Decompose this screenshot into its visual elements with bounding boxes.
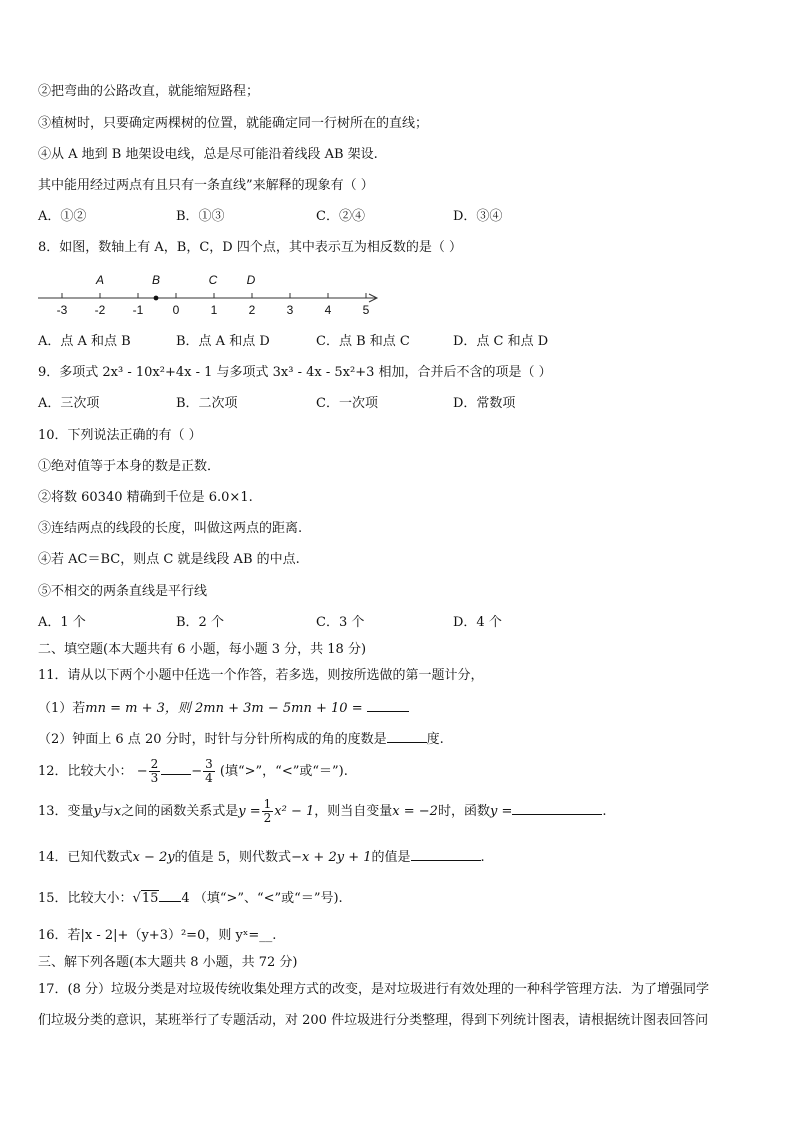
q10-option-a: A．1 个: [38, 615, 86, 630]
q8-option-d: D．点 C 和点 D: [453, 334, 549, 349]
q15-suffix: （填“>”、“<”或“＝”号).: [193, 891, 343, 906]
q11-part-1: [38, 698, 409, 717]
number-line-tick-label: 4: [324, 303, 332, 317]
q11-part-2-blank: [387, 729, 427, 743]
q14-mid: 的值是 5，则代数式: [174, 850, 292, 865]
point-label-b: B: [151, 273, 161, 287]
q12-minus-1: −: [136, 764, 148, 779]
q15-radicand: 15: [141, 891, 159, 906]
q8-option-a: A．点 A 和点 B: [38, 334, 131, 349]
q11-stem: 11．请从以下两个小题中任选一个作答，若多选，则按所选做的第一题计分，: [38, 668, 484, 683]
q13-frac-num: 1: [263, 797, 272, 811]
q11-part-1-blank: [367, 698, 409, 712]
q12-fraction-2: [203, 758, 215, 785]
q10-item-1: ①绝对值等于本身的数是正数．: [38, 459, 221, 474]
q14-blank: [411, 847, 481, 861]
q12: [38, 758, 348, 786]
q10-option-c: C．3 个: [316, 615, 365, 630]
q17-line-1: 17．(8 分）垃圾分类是对垃圾传统收集处理方式的改变，是对垃圾进行有效处理的一种科学管理方法．为了增强同学: [38, 982, 710, 997]
q10-item-4: ④若 AC＝BC，则点 C 就是线段 AB 的中点.: [38, 552, 300, 567]
q8-option-b: B．点 A 和点 D: [176, 334, 270, 349]
q11-part-1-math: mn = m + 3，则 2mn + 3m − 5mn + 10 =: [85, 701, 363, 716]
q12-minus-2: −: [191, 764, 203, 779]
section-3-heading: 三、解下列各题(本大题共 8 小题，共 72 分): [38, 955, 298, 970]
q7-option-a: A．①②: [38, 209, 87, 224]
q15-sqrt: √15: [132, 891, 159, 906]
q13-var-y: y: [93, 804, 101, 819]
number-line-tick-label: 2: [248, 303, 256, 317]
q13-prefix: 13．变量: [38, 804, 94, 819]
q7-stem: 其中能用经过两点有且只有一条直线”来解释的现象有（ ）: [38, 178, 374, 193]
q12-suffix: (填“>”，“<”或“＝”).: [219, 764, 348, 779]
point-b-dot: [154, 296, 159, 301]
q9-option-d: D．常数项: [453, 396, 516, 411]
q13-condition: x = −2: [392, 804, 438, 819]
q12-frac1-num: 2: [150, 757, 159, 771]
q12-frac2-den: 4: [205, 771, 213, 785]
q7-item-4: ④从 A 地到 B 地架设电线，总是尽可能沿着线段 AB 架设.: [38, 147, 378, 162]
q9-stem: 9．多项式 2x³ - 10x²+4x - 1 与多项式 3x³ - 4x - 5x²+3 相加，合并后不含的项是（ ）: [38, 365, 552, 380]
q7-option-b: B．①③: [176, 209, 225, 224]
q13-eq-rest: x² − 1: [274, 804, 315, 819]
q10-item-2: ②将数 60340 精确到千位是 6.0×1.: [38, 490, 253, 505]
q14: [38, 847, 485, 866]
q8-stem: 8．如图，数轴上有 A，B，C，D 四个点，其中表示互为相反数的是（ ）: [38, 240, 462, 255]
number-line-tick-label: 3: [286, 303, 294, 317]
q12-frac1-den: 3: [150, 771, 159, 785]
q13-fraction: [262, 798, 274, 825]
q15-blank: [159, 888, 181, 902]
q17-line-2: 们垃圾分类的意识，某班举行了专题活动，对 200 件垃圾进行分类整理，得到下列统计图表，请根据统计图表回答问: [38, 1013, 709, 1028]
number-line-tick-label: 0: [172, 303, 180, 317]
q15: [38, 888, 343, 907]
q12-frac2-num: 3: [205, 757, 213, 771]
number-line-figure: [36, 268, 386, 320]
q13-text3: ，则当自变量: [314, 804, 393, 819]
q16: 16．若|x - 2|+（y+3）²=0，则 yˣ=__.: [38, 928, 277, 943]
q12-prefix: 12．比较大小：: [38, 764, 133, 779]
q13-end: .: [602, 804, 607, 819]
q13-frac-den: 2: [263, 811, 272, 825]
q15-prefix: 15．比较大小：: [38, 891, 133, 906]
number-line-tick-label: -2: [94, 303, 106, 317]
q13-var-x: x: [113, 804, 122, 819]
q13-text4: 时，函数: [437, 804, 490, 819]
q15-compare-value: 4: [181, 891, 190, 906]
q13-blank: [512, 801, 602, 815]
number-line-tick-label: -3: [56, 303, 68, 317]
q13-eq-y: y =: [238, 804, 261, 819]
point-label-a: A: [95, 273, 105, 287]
number-line-tick-label: -1: [132, 303, 144, 317]
section-2-heading: 二、填空题(本大题共有 6 小题，每小题 3 分，共 18 分): [38, 642, 367, 657]
q10-stem: 10．下列说法正确的有（ ）: [38, 428, 202, 443]
q14-expr2: −x + 2y + 1: [291, 850, 372, 865]
q14-expr1: x − 2y: [132, 850, 175, 865]
q11-part-1-prefix: （1）若: [38, 701, 86, 716]
q9-option-c: C．一次项: [316, 396, 378, 411]
q10-item-5: ⑤不相交的两条直线是平行线: [38, 584, 208, 599]
q11-part-2: [38, 729, 444, 748]
q12-blank: [161, 761, 191, 775]
q9-option-a: A．三次项: [38, 396, 100, 411]
number-line-tick-label: 1: [210, 303, 218, 317]
q10-option-b: B．2 个: [176, 615, 224, 630]
q11-part-2-suffix: 度.: [426, 732, 444, 747]
q10-option-d: D．4 个: [453, 615, 502, 630]
q10-item-3: ③连结两点的线段的长度，叫做这两点的距离.: [38, 521, 303, 536]
q7-option-d: D．③④: [453, 209, 503, 224]
point-label-c: C: [208, 273, 218, 287]
q13-y2: y =: [489, 804, 513, 819]
q14-prefix: 14．已知代数式: [38, 850, 133, 865]
q14-suffix: 的值是: [371, 850, 411, 865]
q11-part-2-text: （2）钟面上 6 点 20 分时，时针与分针所构成的角的度数是: [38, 732, 387, 747]
q7-item-3: ③植树时，只要确定两棵树的位置，就能确定同一行树所在的直线；: [38, 116, 429, 131]
number-line-tick-label: 5: [362, 303, 370, 317]
q13-text2: 之间的函数关系式是: [121, 804, 239, 819]
q13: [38, 798, 606, 826]
q8-option-c: C．点 B 和点 C: [316, 334, 410, 349]
q12-fraction-1: [149, 758, 161, 785]
q7-option-c: C．②④: [316, 209, 365, 224]
q7-item-2: ②把弯曲的公路改直，就能缩短路程；: [38, 84, 260, 99]
point-label-d: D: [246, 273, 256, 287]
q9-option-b: B．二次项: [176, 396, 238, 411]
q14-end: .: [480, 850, 485, 865]
q13-mid: 与: [100, 804, 114, 819]
